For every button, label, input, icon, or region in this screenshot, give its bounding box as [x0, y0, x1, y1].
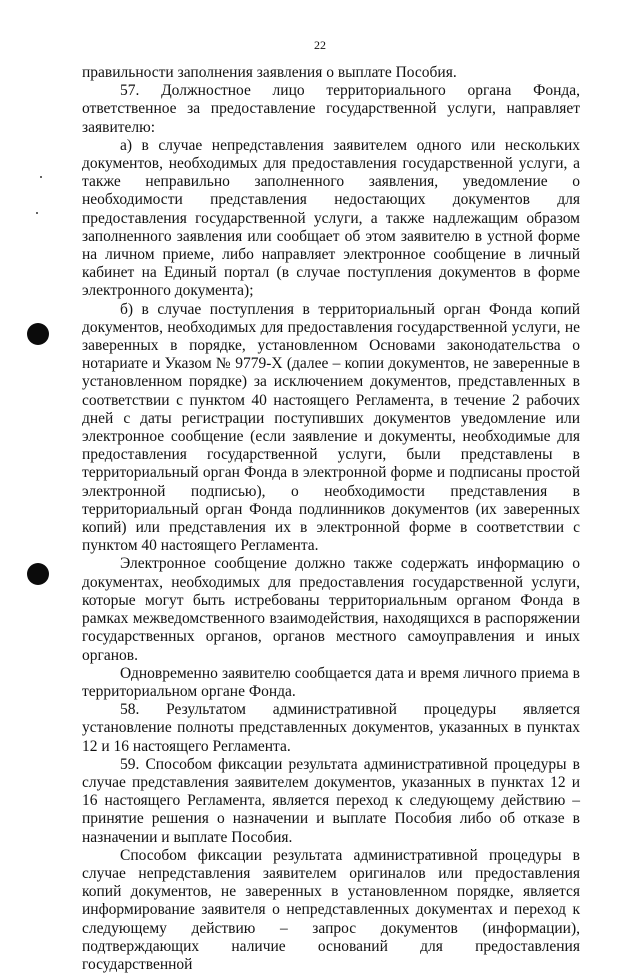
punch-hole	[27, 323, 49, 345]
punch-hole	[27, 563, 49, 585]
paragraph-appointment: Одновременно заявителю сообщается дата и время личного приема в территориальном органе Фонда.	[82, 664, 580, 700]
paragraph-fixation-method: Способом фиксации результата административной процедуры в случае непредставления заявителем оригиналов или предоставления копий документов, не заверенных в установленном порядке, является информирование заявителя о непредставленных документах и переход к следующему действию – запрос документов (информации), подтверждающих наличие оснований для предоставления государственной	[82, 846, 580, 973]
paragraph-item-58: 58. Результатом административной процедуры является установление полноты представленных документов, указанных в пунктах 12 и 16 настоящего Регламента.	[82, 701, 580, 755]
paragraph-item-59: 59. Способом фиксации результата административной процедуры в случае представления заявителем документов, указанных в пунктах 12 и 16 настоящего Регламента, является переход к следующему действию – принятие решения о назначении и выплате Пособия либо об отказе в назначении и выплате Пособия.	[82, 755, 580, 846]
paragraph-subitem-b: б) в случае поступления в территориальный орган Фонда копий документов, необходимых для предоставления государственной услуги, не заверенных в порядке, установленном Основами законодательства о нотариате и Указом № 9779-X (далее – копии документов, не заверенные в установленном порядке) за исключением документов, представленных в соответствии с пунктом 40 настоящего Регламента, в течение 2 рабочих дней с даты регистрации поступивших документов уведомление или электронное сообщение (если заявление и документы, необходимые для предоставления государственной услуги, были представлены в территориальный орган Фонда в электронной форме и подписаны простой электронной подписью), о необходимости представления в территориальный орган Фонда подлинников документов (их заверенных копий) или представления их в электронной форме в соответствии с пунктом 40 настоящего Регламента.	[82, 300, 580, 555]
scan-speck	[36, 212, 38, 214]
page-number: 22	[314, 38, 326, 52]
paragraph-continuation: правильности заполнения заявления о выплате Пособия.	[82, 64, 457, 81]
paragraph-item-57: 57. Должностное лицо территориального органа Фонда, ответственное за предоставление государственной услуги, направляет заявителю:	[82, 82, 580, 136]
paragraph-subitem-a: а) в случае непредставления заявителем одного или нескольких документов, необходимых для предоставления государственной услуги, а также неправильно заполненного заявления, уведомление о необходимости представления недостающих документов для предоставления государственной услуги, а также надлежащим образом заполненного заявления или сообщает об этом заявителю в устной форме на личном приеме, либо направляет электронное сообщение в личный кабинет на Единый портал (в случае поступления документов в форме электронного документа);	[82, 136, 580, 300]
document-body	[82, 64, 580, 974]
paragraph-electronic-message: Электронное сообщение должно также содержать информацию о документах, необходимых для предоставления государственной услуги, которые могут быть истребованы территориальным органом Фонда в рамках межведомственного взаимодействия, находящихся в распоряжении государственных органов, органов местного самоуправления и иных органов.	[82, 555, 580, 664]
scan-speck	[40, 176, 42, 178]
